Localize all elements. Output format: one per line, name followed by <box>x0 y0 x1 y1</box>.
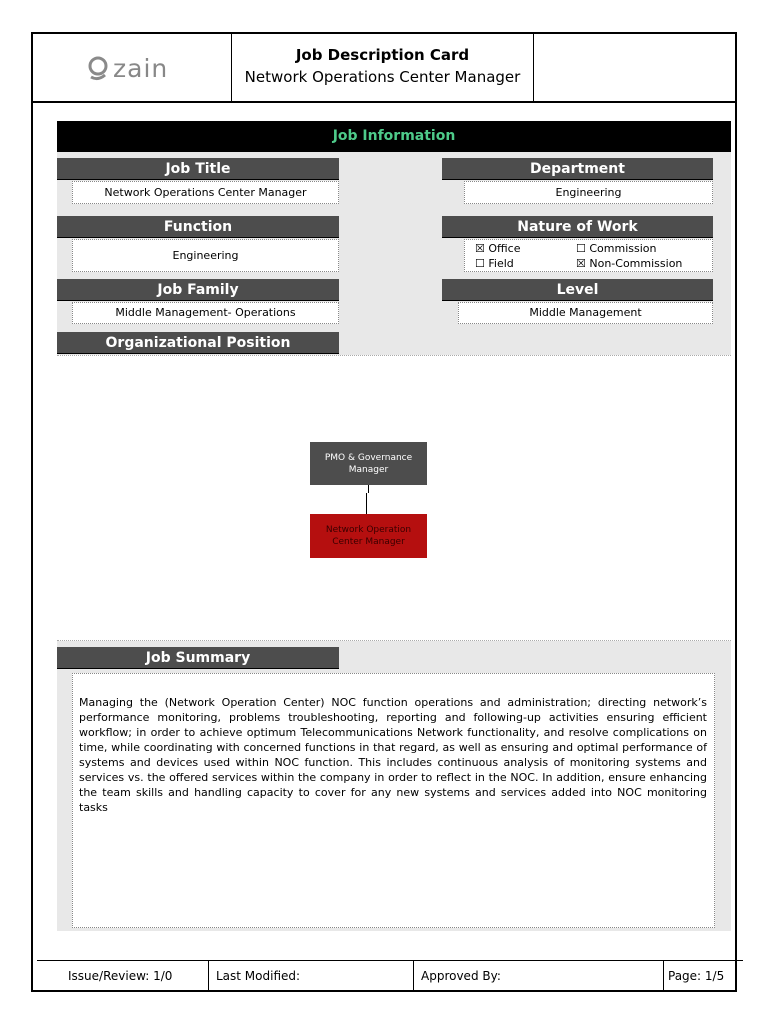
checkbox-non-commission[interactable] <box>576 256 682 271</box>
document-subtitle: Network Operations Center Manager <box>244 68 521 86</box>
function-value: Engineering <box>72 239 339 272</box>
job-family-label: Job Family <box>57 279 339 301</box>
footer-approved-by: Approved By: <box>421 969 501 983</box>
checkbox-label: Office <box>488 242 521 255</box>
job-title-value: Network Operations Center Manager <box>72 181 339 204</box>
department-label: Department <box>442 158 713 180</box>
level-value: Middle Management <box>458 302 713 324</box>
job-family-value: Middle Management- Operations <box>72 302 339 324</box>
checkbox-label: Commission <box>589 242 657 255</box>
organizational-position-label: Organizational Position <box>57 332 339 354</box>
org-connector <box>368 485 369 493</box>
nature-of-work-label: Nature of Work <box>442 216 713 238</box>
unchecked-box-icon: ☐ <box>475 257 485 270</box>
job-title-label: Job Title <box>57 158 339 180</box>
job-information-header: Job Information <box>57 121 731 152</box>
checked-box-icon: ☒ <box>475 242 485 255</box>
nature-of-work-options <box>464 239 713 272</box>
checkbox-label: Non-Commission <box>589 257 683 270</box>
checked-box-icon: ☒ <box>576 257 586 270</box>
unchecked-box-icon: ☐ <box>576 242 586 255</box>
checkbox-office[interactable] <box>475 241 520 256</box>
function-label: Function <box>57 216 339 238</box>
job-summary-label: Job Summary <box>57 647 339 669</box>
org-connector <box>366 493 367 514</box>
org-box-current-position: Network Operation Center Manager <box>310 514 427 558</box>
checkbox-commission[interactable] <box>576 241 657 256</box>
header-rule <box>31 101 737 103</box>
footer-issue: Issue/Review: 1/0 <box>68 969 173 983</box>
department-value: Engineering <box>464 181 713 204</box>
document-title: Job Description Card <box>295 46 470 64</box>
checkbox-label: Field <box>488 257 514 270</box>
org-box-parent: PMO & Governance Manager <box>310 442 427 485</box>
logo-wordmark: zain <box>113 53 169 83</box>
job-summary-text: Managing the (Network Operation Center) NOC function operations and administration; directing network’s performance monitoring, problems troubleshooting, reporting and following-up activities ensuring efficient workflow; in order to achieve optimum Telecommunications Network functionality, and resolve complications on time, while coordinating with concerned functions in that regard, as well as ensuring and optimal performance of systems and devices used within NOC function. This includes continuous analysis of monitoring systems and services vs. the offered services within the company in order to reflect in the NOC. In addition, ensure enhancing the team skills and handling capacity to cover for any new systems and services added into NOC monitoring tasks <box>79 696 707 814</box>
footer-page-number: Page: 1/5 <box>668 969 725 983</box>
header-divider <box>533 32 534 102</box>
footer-last-modified: Last Modified: <box>216 969 301 983</box>
company-logo <box>85 50 195 86</box>
checkbox-field[interactable] <box>475 256 514 271</box>
org-chart-area <box>57 355 731 641</box>
level-label: Level <box>442 279 713 301</box>
zain-logo-icon <box>85 55 111 81</box>
document-title-block <box>232 44 533 88</box>
